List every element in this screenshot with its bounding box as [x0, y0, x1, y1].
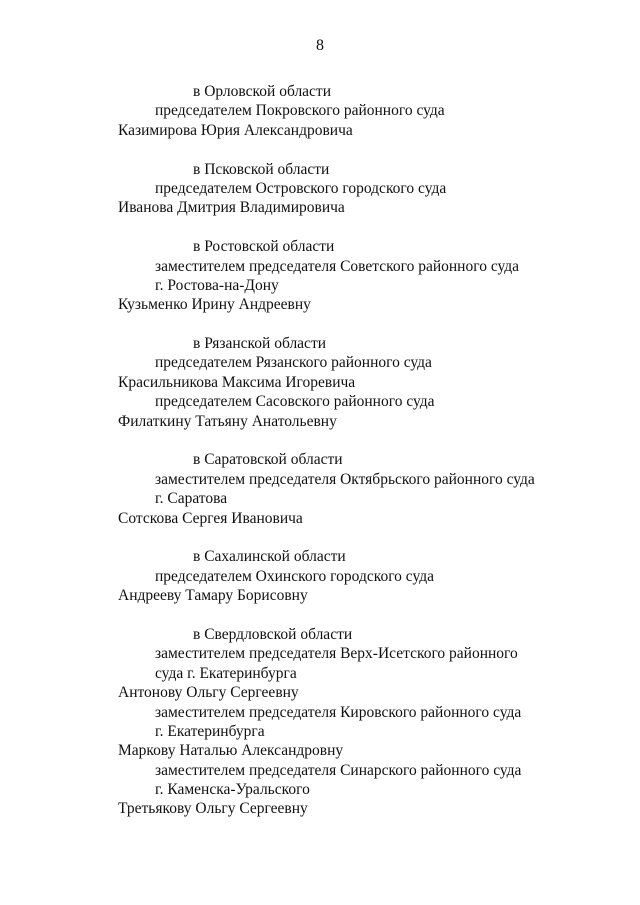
- appointee-name: Филаткину Татьяну Анатольевну: [118, 412, 337, 430]
- appointee-name: Сотскова Сергея Ивановича: [118, 509, 303, 527]
- position-line: заместителем председателя Октябрьского районного суда: [155, 470, 535, 488]
- region-section: [118, 334, 618, 431]
- region-section: [118, 450, 618, 528]
- position-line: председателем Охинского городского суда: [155, 567, 435, 585]
- position-line: заместителем председателя Советского районного суда: [155, 257, 520, 275]
- appointee-name: Маркову Наталью Александровну: [118, 742, 344, 760]
- position-line: суда г. Екатеринбурга: [155, 664, 297, 682]
- region-heading: в Ростовской области: [193, 238, 335, 256]
- position-line: г. Саратова: [155, 490, 228, 508]
- region-heading: в Псковской области: [193, 160, 330, 178]
- region-heading: в Сахалинской области: [193, 548, 346, 566]
- position-line: председателем Островского городского суда: [155, 179, 447, 197]
- region-heading: в Рязанской области: [193, 335, 327, 353]
- appointee-name: Кузьменко Ирину Андреевну: [118, 296, 311, 314]
- region-section: [118, 160, 618, 218]
- appointee-name: Антонову Ольгу Сергеевну: [118, 684, 299, 702]
- region-section: [118, 237, 618, 315]
- region-heading: в Орловской области: [193, 83, 332, 100]
- position-line: заместителем председателя Верх-Исетского районного: [155, 645, 518, 663]
- position-line: заместителем председателя Кировского районного суда: [155, 703, 522, 721]
- region-heading: в Свердловской области: [193, 625, 353, 643]
- region-heading: в Саратовской области: [193, 451, 343, 469]
- position-line: г. Ростова-на-Дону: [155, 276, 279, 294]
- appointee-name: Андрееву Тамару Борисовну: [118, 587, 308, 605]
- appointee-name: Третьякову Ольгу Сергеевну: [118, 800, 308, 818]
- position-line: председателем Покровского районного суда: [155, 102, 445, 120]
- position-line: г. Екатеринбурга: [155, 722, 265, 740]
- region-section: [118, 547, 618, 605]
- region-section: [118, 82, 618, 140]
- page-number: 8: [316, 37, 324, 54]
- region-section: [118, 625, 618, 819]
- position-line: г. Каменска-Уральского: [155, 781, 310, 799]
- appointee-name: Иванова Дмитрия Владимировича: [118, 199, 345, 217]
- appointments-list: [118, 82, 618, 838]
- position-line: председателем Рязанского районного суда: [155, 354, 432, 372]
- appointee-name: Казимирова Юрия Александровича: [118, 121, 353, 139]
- position-line: председателем Сасовского районного суда: [155, 393, 435, 411]
- position-line: заместителем председателя Синарского районного суда: [155, 761, 522, 779]
- appointee-name: Красильникова Максима Игоревича: [118, 373, 356, 391]
